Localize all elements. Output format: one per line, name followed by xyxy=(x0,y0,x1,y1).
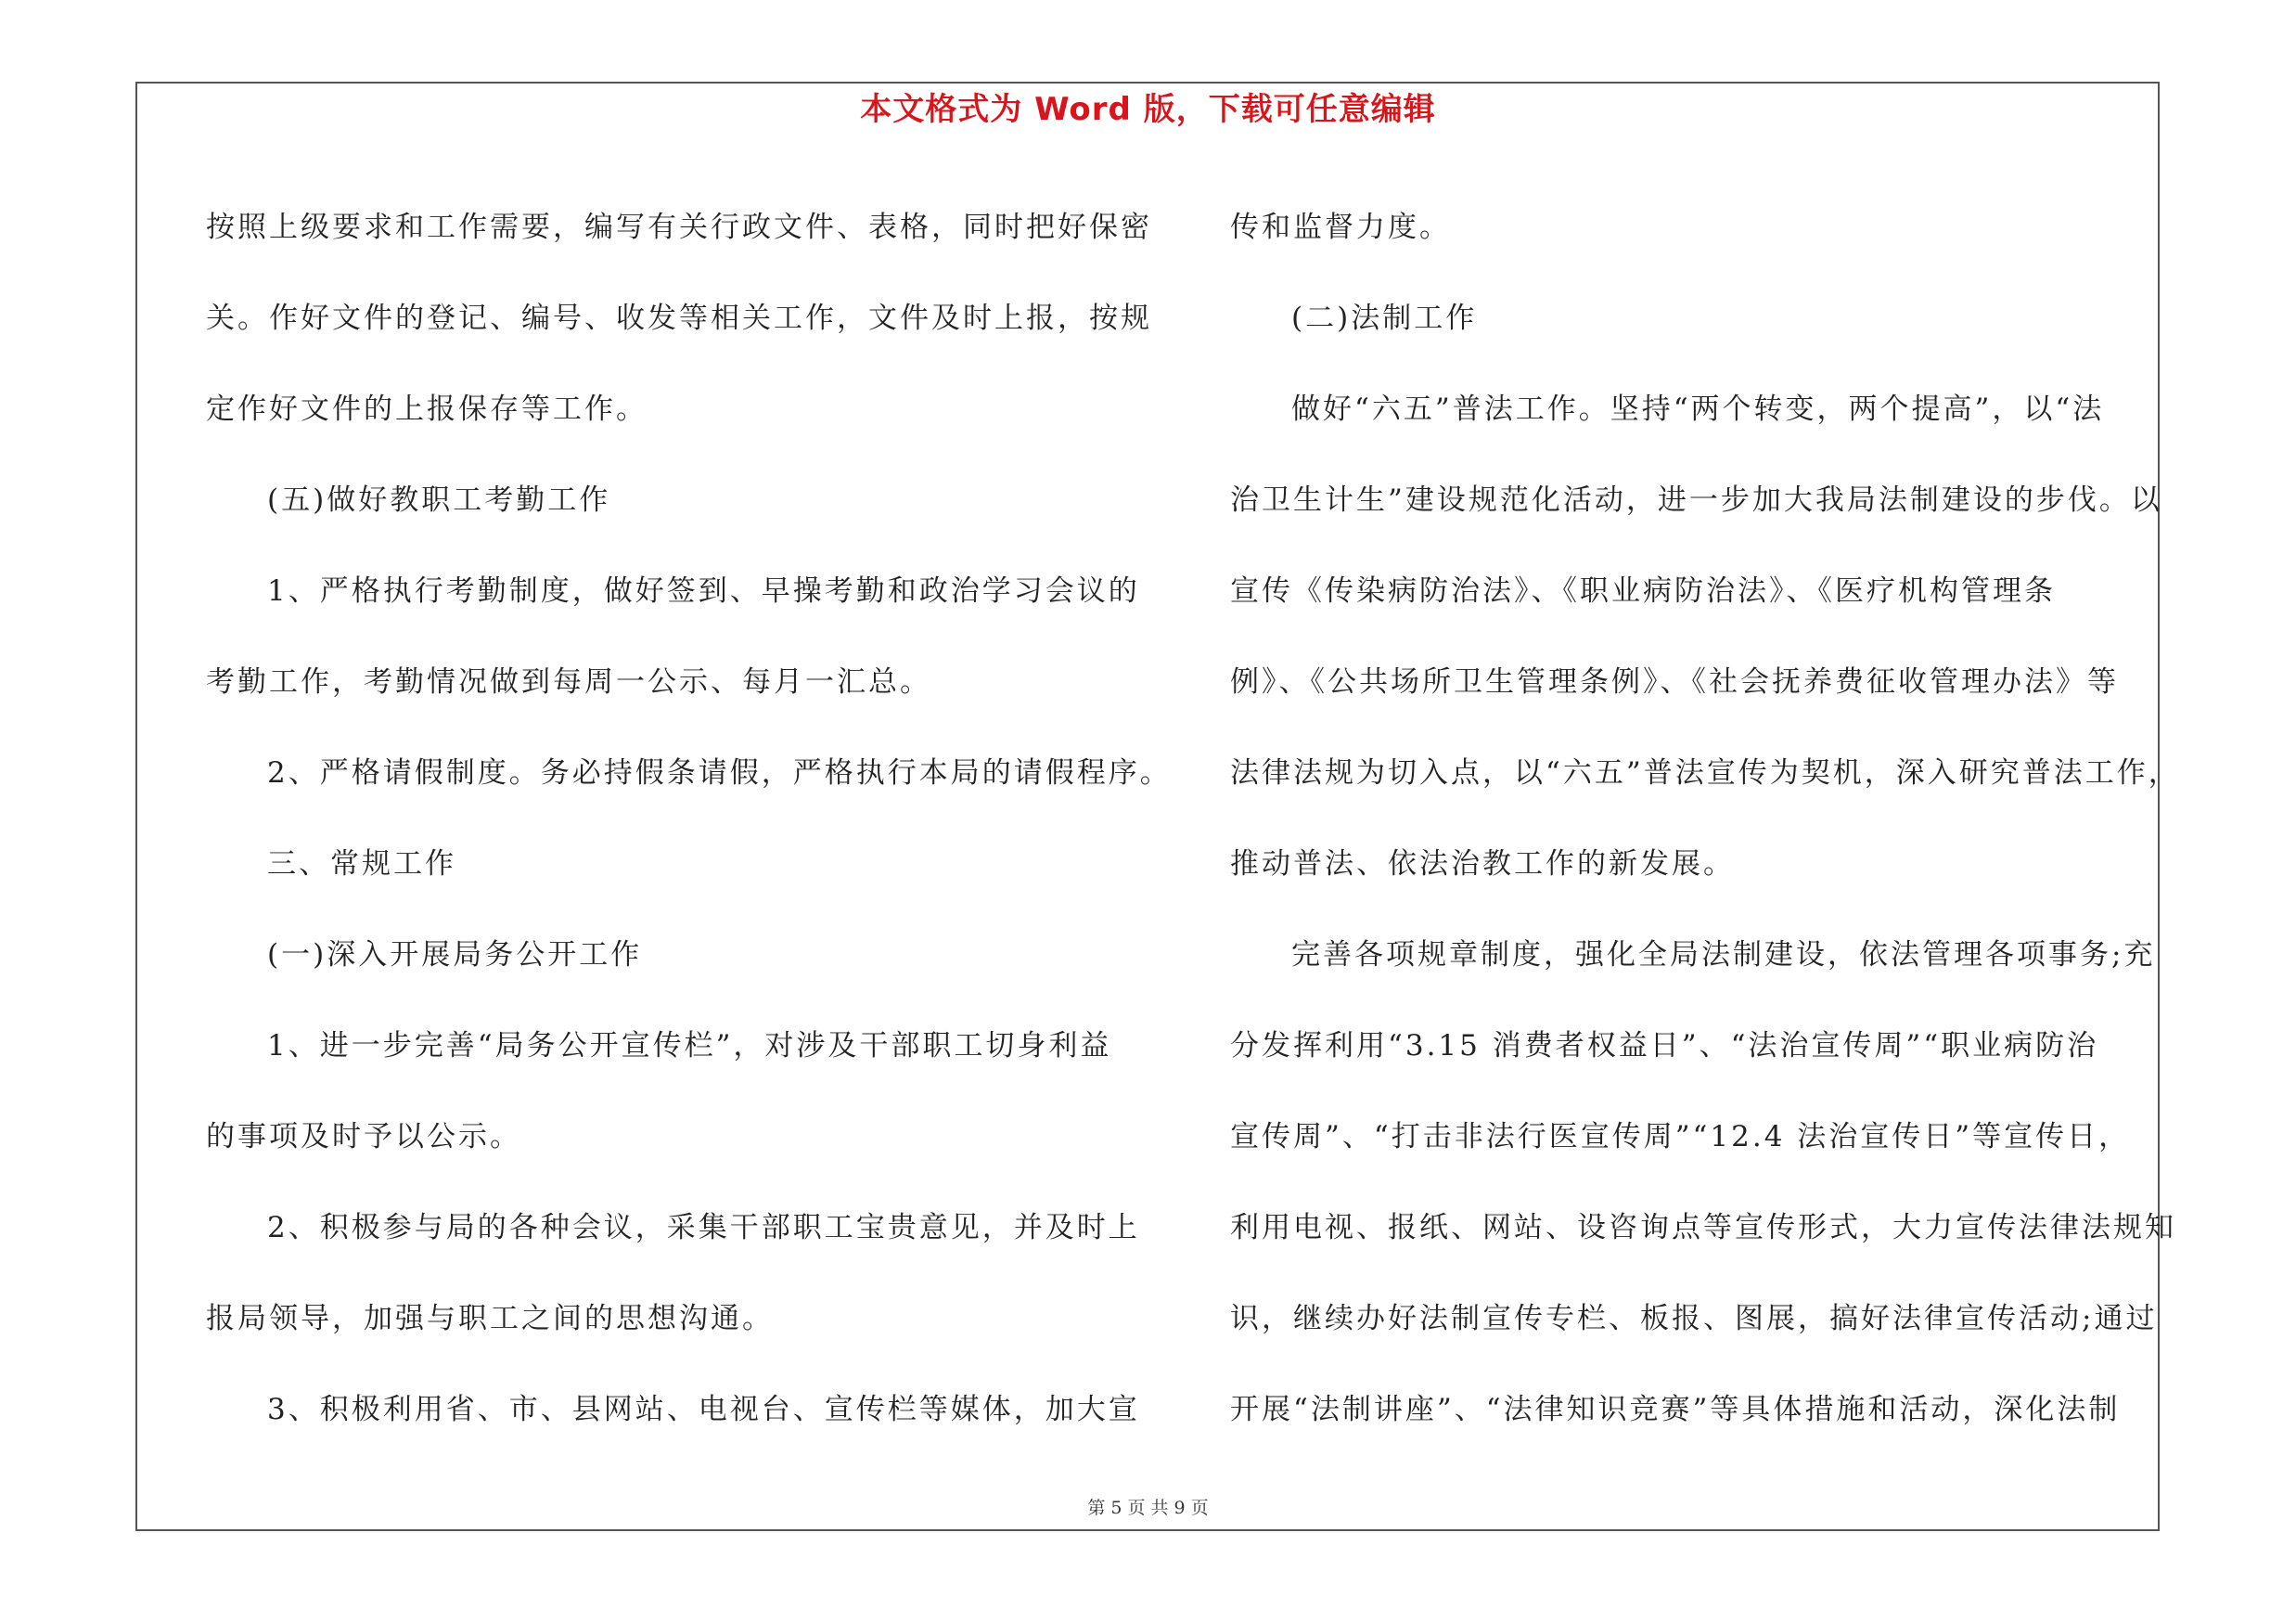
text-line: 治卫生计生”建设规范化活动，进一步加大我局法制建设的步伐。以 xyxy=(1230,483,2162,517)
text-line: 法律法规为切入点，以“六五”普法宣传为契机，深入研究普法工作， xyxy=(1230,756,2180,790)
text-line: 宣传周”、“打击非法行医宣传周”“12.4 法治宣传日”等宣传日， xyxy=(1230,1120,2131,1153)
text-line: 开展“法制讲座”、“法律知识竞赛”等具体措施和活动，深化法制 xyxy=(1230,1393,2121,1426)
text-line: 2、严格请假制度。务必持假条请假，严格执行本局的请假程序。 xyxy=(267,756,1172,790)
right-column xyxy=(1230,182,2180,1455)
text-line: 识，继续办好法制宣传专栏、板报、图展，搞好法律宣传活动;通过 xyxy=(1230,1302,2158,1335)
text-line: 定作好文件的上报保存等工作。 xyxy=(206,393,648,426)
left-column xyxy=(206,182,1172,1455)
text-line: 1、严格执行考勤制度，做好签到、早操考勤和政治学习会议的 xyxy=(267,574,1140,608)
page-number-footer: 第 5 页 共 9 页 xyxy=(1087,1498,1209,1518)
text-line: 3、积极利用省、市、县网站、电视台、宣传栏等媒体，加大宣 xyxy=(267,1393,1140,1426)
text-line: 传和监督力度。 xyxy=(1230,211,1451,244)
text-line: 三、常规工作 xyxy=(267,847,456,881)
text-line: (二)法制工作 xyxy=(1291,302,1478,335)
text-line: 利用电视、报纸、网站、设咨询点等宣传形式，大力宣传法律法规知 xyxy=(1230,1211,2176,1244)
text-line: 考勤工作，考勤情况做到每周一公示、每月一汇总。 xyxy=(206,665,931,699)
text-line: 1、进一步完善“局务公开宣传栏”，对涉及干部职工切身利益 xyxy=(267,1029,1112,1063)
format-banner: 本文格式为 Word 版，下载可任意编辑 xyxy=(860,91,1436,128)
text-line: (一)深入开展局务公开工作 xyxy=(267,938,643,972)
text-line: (五)做好教职工考勤工作 xyxy=(267,483,611,517)
text-line: 按照上级要求和工作需要，编写有关行政文件、表格，同时把好保密 xyxy=(206,211,1152,244)
text-line: 推动普法、依法治教工作的新发展。 xyxy=(1230,847,1735,881)
text-line: 的事项及时予以公示。 xyxy=(206,1120,521,1153)
text-line: 报局领导，加强与职工之间的思想沟通。 xyxy=(206,1302,774,1335)
text-line: 宣传《传染病防治法》、《职业病防治法》、《医疗机构管理条 xyxy=(1230,574,2056,608)
text-line: 2、积极参与局的各种会议，采集干部职工宝贵意见，并及时上 xyxy=(267,1211,1140,1244)
text-line: 分发挥利用“3.15 消费者权益日”、“法治宣传周”“职业病防治 xyxy=(1230,1029,2099,1063)
text-line: 完善各项规章制度，强化全局法制建设，依法管理各项事务;充 xyxy=(1291,938,2156,972)
text-line: 例》、《公共场所卫生管理条例》、《社会抚养费征收管理办法》等 xyxy=(1230,665,2119,699)
text-line: 做好“六五”普法工作。坚持“两个转变，两个提高”，以“法 xyxy=(1291,393,2105,426)
text-line: 关。作好文件的登记、编号、收发等相关工作，文件及时上报，按规 xyxy=(206,302,1152,335)
